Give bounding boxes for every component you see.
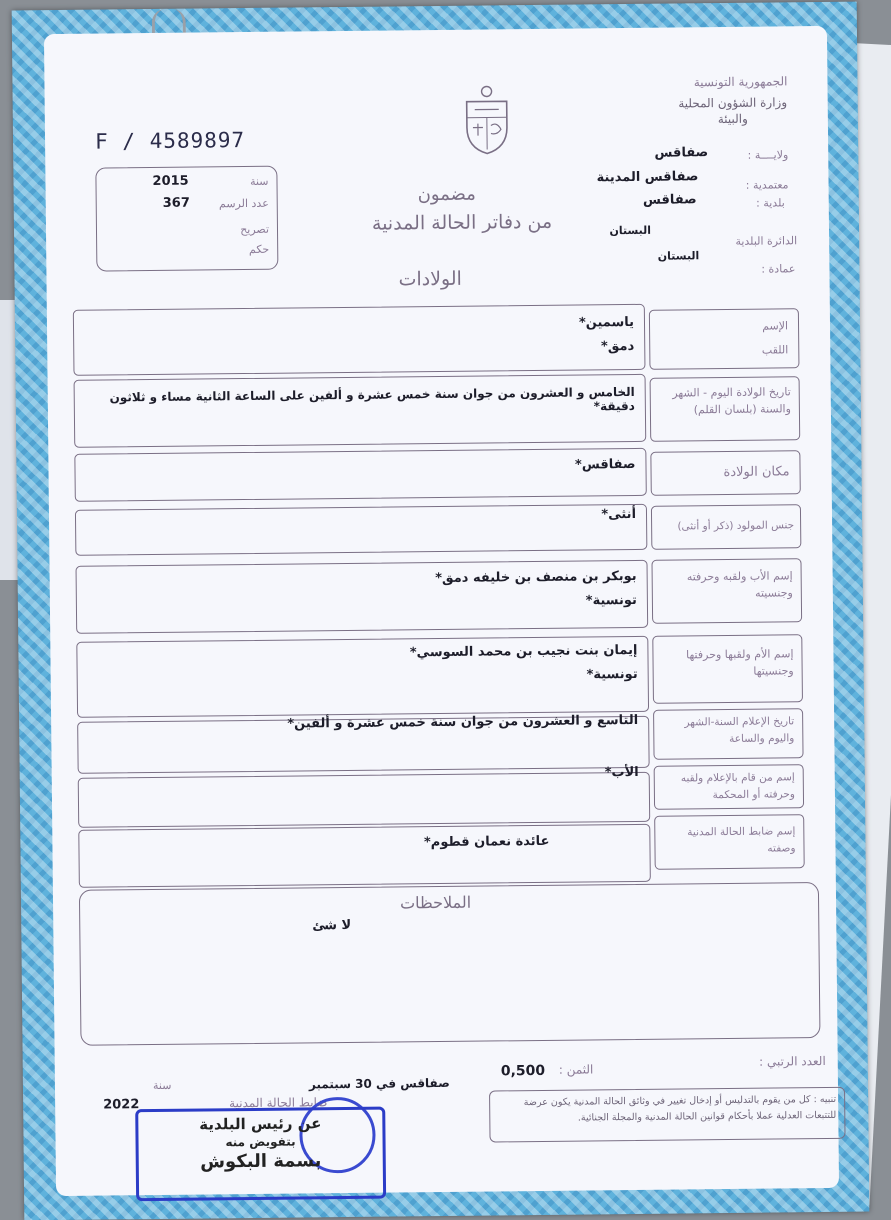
place-date: صفاقس في 30 سبتمبر [309, 1076, 450, 1091]
mother-value-box [76, 636, 649, 718]
name-label: الإسم [762, 317, 788, 334]
father-nationality: تونسية* [586, 593, 637, 609]
mother-label-box [652, 634, 803, 704]
declaration-date-label: تاريخ الإعلام السنة-الشهر واليوم والساعة [662, 713, 794, 748]
sex-label: جنس المولود (ذكر أو أنثى) [677, 517, 794, 535]
mother-value: إيمان بنت نجيب بن محمد السوسي* [410, 643, 638, 660]
birth-date-value-box [74, 374, 647, 448]
mother-nationality: تونسية* [586, 667, 637, 683]
father-label: إسم الأب ولقبه وحرفته وجنسيته [661, 567, 793, 602]
delegation-value: صفاقس المدينة [597, 169, 699, 185]
wilaya-value: صفاقس [654, 145, 708, 161]
stamp-line2: بتفويض منه [138, 1134, 382, 1151]
sex-label-box [651, 504, 801, 550]
officer-value: عائدة نعمان قطوم* [424, 834, 550, 850]
remarks-title: الملاحظات [400, 893, 471, 913]
name-value-box [73, 304, 646, 376]
surname-value: دمق* [601, 339, 634, 354]
birth-place-value: صفاقس* [575, 457, 636, 473]
stamp-line3: بسمة البكوش [139, 1150, 383, 1174]
delegation-label: معتمدية : [746, 178, 789, 191]
father-value: بوبكر بن منصف بن خليفه دمق* [435, 569, 637, 586]
officer-label: إسم ضابط الحالة المدنية وصفته [663, 823, 795, 858]
mayor-stamp [135, 1107, 386, 1202]
father-label-box [651, 558, 802, 624]
officer-value-box [78, 824, 651, 888]
footer-year-value: 2022 [103, 1097, 139, 1112]
declarant-value: الأب* [605, 765, 639, 780]
wilaya-label: ولايــــة : [748, 148, 789, 161]
municipality-value: صفاقس [643, 192, 697, 208]
birth-place-value-box [74, 448, 646, 502]
birth-place-label: مكان الولادة [723, 463, 789, 481]
declarant-label: إسم من قام بالإعلام ولقبه وحرفته أو المحكمة [663, 769, 795, 804]
omda-label: عمادة : [761, 262, 795, 275]
tunisia-coat-of-arms-emblem [460, 83, 513, 156]
municipality-label: بلدية : [756, 196, 785, 209]
reg-year-value: 2015 [152, 174, 188, 189]
declaration-date-label-box [653, 708, 804, 760]
registration-box [95, 166, 278, 272]
birth-date-value: الخامس و العشرون من جوان سنة خمس عشرة و ألفين على الساعة الثانية مساء و ثلاثون دقيقة* [90, 385, 635, 419]
stamp-line1: عن رئيس البلدية [138, 1114, 382, 1135]
officer-title: ضابط الحالة المدنية [229, 1095, 327, 1110]
republic-label: الجمهورية التونسية [694, 74, 788, 89]
title-line1: مضمون [418, 184, 476, 206]
legal-notice: تنبيه : كل من يقوم بالتدليس أو إدخال تغيير في وثائق الحالة المدنية يكون عرضة للتتبعات العدلية عملا بأحكام قوانين الحالة المدنية والمجلة الجنائية. [489, 1087, 846, 1143]
footer-year-label: سنة [153, 1079, 172, 1092]
remarks-box [79, 882, 821, 1046]
declarant-value-box [78, 772, 650, 828]
officer-label-box [654, 814, 805, 870]
sex-value-box [75, 504, 647, 556]
title-line2: من دفاتر الحالة المدنية [372, 211, 552, 235]
price-label: الثمن : [559, 1062, 594, 1076]
sex-value: أنثى* [601, 507, 636, 522]
name-label-box [649, 308, 800, 370]
reg-year-label: سنة [250, 175, 269, 188]
name-value: ياسمين* [579, 315, 634, 331]
remarks-value: لا شئ [312, 918, 351, 933]
declarant-label-box [654, 764, 804, 810]
birth-date-label: تاريخ الولادة اليوم - الشهر والسنة (بلسان القلم) [659, 383, 791, 418]
declaration-date-value-box [77, 716, 650, 774]
district-value: البستان [609, 224, 651, 237]
reg-number-label: عدد الرسم [219, 197, 269, 211]
section-title: الولادات [398, 268, 462, 291]
ministry-label: وزارة الشؤون المحلية والبيئة [668, 94, 798, 127]
reg-judgment-label: حكم [249, 243, 269, 256]
father-value-box [76, 560, 649, 634]
price-value: 0,500 [501, 1063, 545, 1079]
birth-certificate-document [12, 2, 870, 1220]
district-label: الدائرة البلدية [735, 234, 797, 248]
omda-value: البستان [658, 249, 700, 262]
birth-place-label-box [650, 450, 800, 496]
reg-number-value: 367 [163, 196, 190, 211]
reg-declaration-label: تصريح [240, 223, 269, 236]
birth-date-label-box [650, 376, 801, 442]
serial-number-label: العدد الرتبي : [759, 1054, 826, 1069]
surname-label: اللقب [762, 341, 789, 358]
mother-label: إسم الأم ولقبها وحرفتها وجنسيتها [661, 645, 793, 680]
serial-number: F / 4589897 [95, 128, 245, 154]
declaration-date-value: التاسع و العشرون من جوان سنة خمس عشرة و ألفين* [287, 713, 638, 732]
